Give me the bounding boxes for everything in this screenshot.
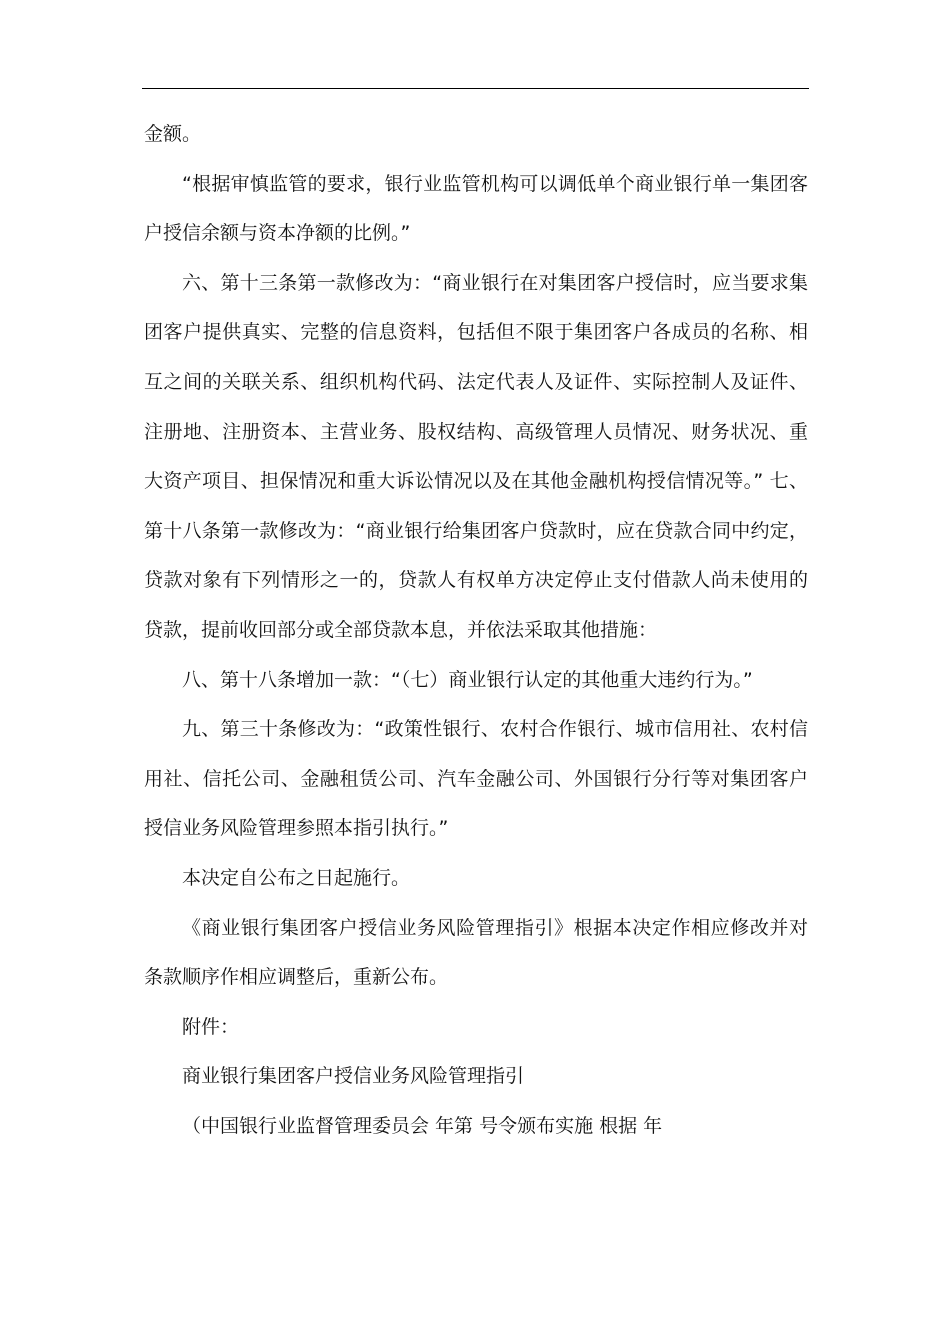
document-body xyxy=(144,110,808,1151)
paragraph-guideline-title: 商业银行集团客户授信业务风险管理指引 xyxy=(182,1065,525,1088)
paragraph-prudential-ratio: “根据审慎监管的要求，银行业监管机构可以调低单个商业银行单一集团客户授信余额与资本净额的比例。” xyxy=(144,172,808,245)
paragraph-issuance-note: （中国银行业监督管理委员会 年第 号令颁布实施 根据 年 xyxy=(182,1114,663,1137)
header-rule xyxy=(142,88,809,89)
paragraph-effective-date: 本决定自公布之日起施行。 xyxy=(182,866,411,889)
paragraph-republication: 《商业银行集团客户授信业务风险管理指引》根据本决定作相应修改并对条款顺序作相应调整后，重新公布。 xyxy=(144,916,808,989)
paragraph-article-30: 九、第三十条修改为：“政策性银行、农村合作银行、城市信用社、农村信用社、信托公司、金融租赁公司、汽车金融公司、外国银行分行等对集团客户授信业务风险管理参照本指引执行。” xyxy=(144,718,808,840)
paragraph-attachment-label: 附件： xyxy=(182,1015,240,1038)
paragraph-amount-end: 金额。 xyxy=(144,123,202,145)
paragraph-article-13-and-18: 六、第十三条第一款修改为：“商业银行在对集团客户授信时，应当要求集团客户提供真实、完整的信息资料，包括但不限于集团客户各成员的名称、相互之间的关联关系、组织机构代码、法定代表人及证件、实际控制人及证件、注册地、注册资本、主营业务、股权结构、高级管理人员情况、财务状况、重大资产项目、担保情况和重大诉讼情况以及在其他金融机构授信情况等。” 七、第十八条第一款修改为：“商业银行给集团客户贷款时，应在贷款合同中约定，贷款对象有下列情形之一的，贷款人有权单方决定停止支付借款人尚未使用的贷款，提前收回部分或全部贷款本息，并依法采取其他措施： xyxy=(144,271,808,641)
paragraph-article-18-addition: 八、第十八条增加一款：“（七）商业银行认定的其他重大违约行为。” xyxy=(182,668,753,691)
